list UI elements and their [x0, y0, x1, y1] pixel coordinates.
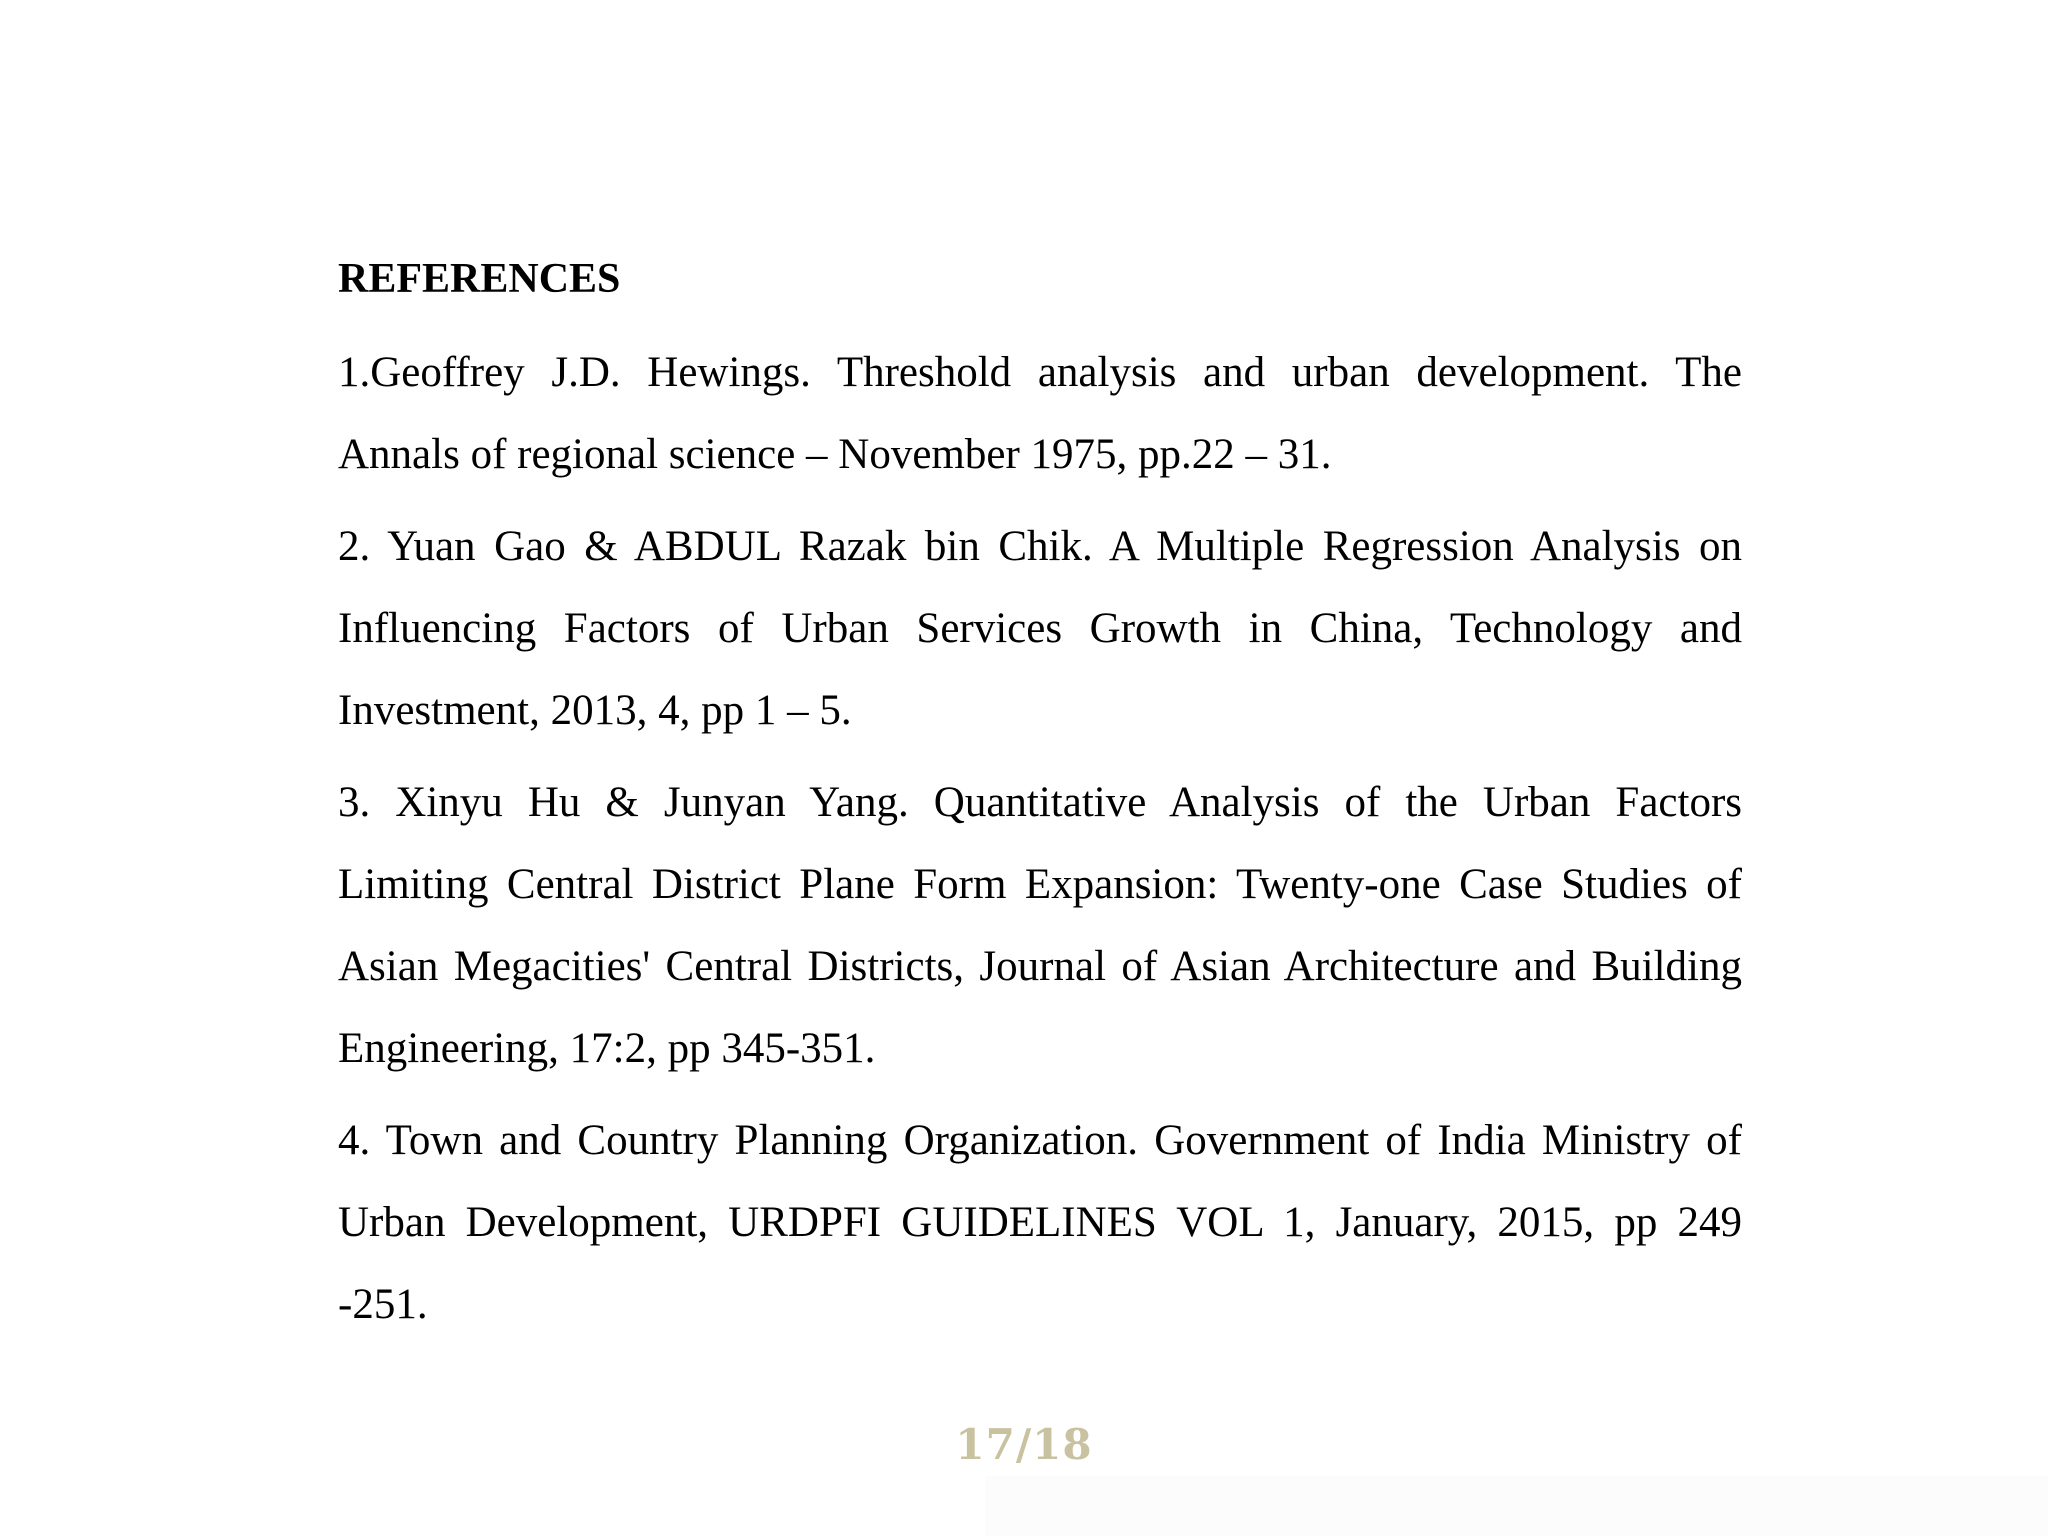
reference-item-1: 1.Geoffrey J.D. Hewings. Threshold analysis and urban development. The Annals of regional science – November 1975, pp.22 – 31.: [338, 349, 1742, 478]
footer-shade: [985, 1476, 2048, 1536]
reference-item-3: 3. Xinyu Hu & Junyan Yang. Quantitative Analysis of the Urban Factors Limiting Central District Plane Form Expansion: Twenty-one Case Studies of Asian Megacities' Central Districts, Journal of Asian Architecture and Building Engineering, 17:2, pp 345-351.: [338, 779, 1742, 1072]
reference-item-2: 2. Yuan Gao & ABDUL Razak bin Chik. A Multiple Regression Analysis on Influencing Factors of Urban Services Growth in China, Technology and Investment, 2013, 4, pp 1 – 5.: [338, 523, 1742, 734]
references-section: [338, 250, 1742, 1356]
reference-item-4: 4. Town and Country Planning Organization. Government of India Ministry of Urban Development, URDPFI GUIDELINES VOL 1, January, 2015, pp 249 -251.: [338, 1117, 1742, 1328]
references-heading: REFERENCES: [338, 256, 621, 302]
page-number: 17/18: [955, 1420, 1093, 1469]
